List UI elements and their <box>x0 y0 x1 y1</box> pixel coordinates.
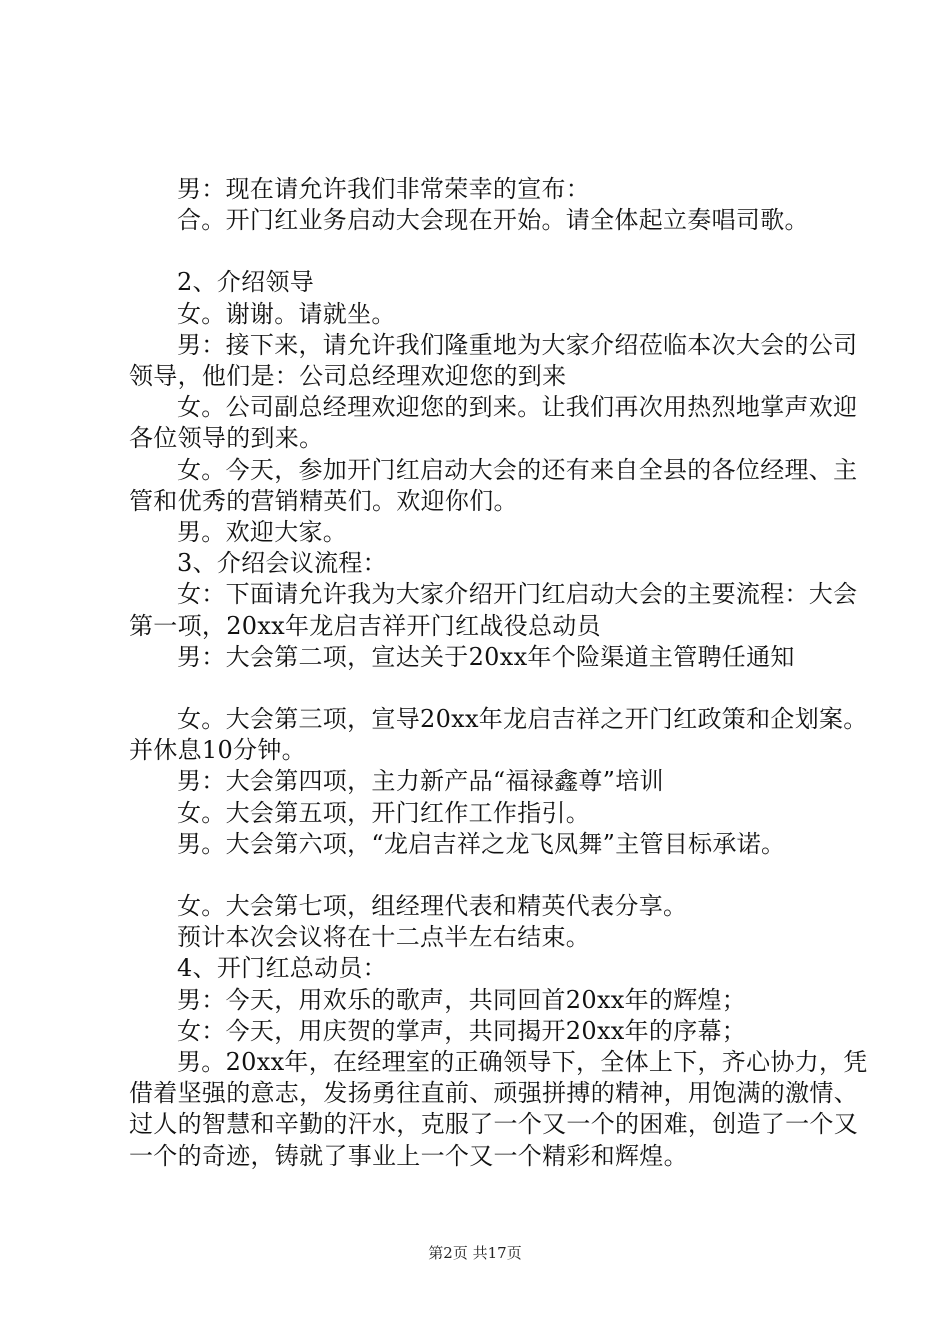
document-body <box>129 174 869 1172</box>
paragraph: 男：现在请允许我们非常荣幸的宣布： <box>177 175 591 203</box>
paragraph-gap <box>129 860 869 891</box>
paragraph: 女。今天，参加开门红启动大会的还有来自全县的各位经理、主管和优秀的营销精英们。欢迎你们。 <box>129 455 858 515</box>
paragraph: 男。大会第六项，“龙启吉祥之龙飞凤舞”主管目标承诺。 <box>177 829 786 858</box>
section-heading: 3、介绍会议流程： <box>177 549 387 578</box>
paragraph: 女。大会第三项，宣导20xx年龙启吉祥之开门红政策和企划案。并休息10分钟。 <box>129 705 868 765</box>
paragraph: 女。大会第七项，组经理代表和精英代表分享。 <box>177 892 688 921</box>
paragraph: 女：今天，用庆贺的掌声，共同揭开20xx年的序幕； <box>177 1016 747 1045</box>
paragraph: 男：今天，用欢乐的歌声，共同回首20xx年的辉煌； <box>177 985 747 1014</box>
paragraph: 女。大会第五项，开门红作工作指引。 <box>177 798 591 827</box>
paragraph: 男。20xx年，在经理室的正确领导下，全体上下，齐心协力，凭借着坚强的意志，发扬勇往直前、顽强拼搏的精神，用饱满的激情、过人的智慧和辛勤的汗水，克服了一个又一个的困难，创造了一个又一个的奇迹，铸就了事业上一个又一个精彩和辉煌。 <box>129 1048 868 1170</box>
paragraph: 合。开门红业务启动大会现在开始。请全体起立奏唱司歌。 <box>177 206 809 235</box>
paragraph: 男：大会第二项，宣达关于20xx年个险渠道主管聘任通知 <box>177 642 795 671</box>
paragraph: 预计本次会议将在十二点半左右结束。 <box>177 923 591 952</box>
section-heading: 4、开门红总动员： <box>177 954 387 983</box>
paragraph-gap <box>129 236 869 267</box>
paragraph: 女。公司副总经理欢迎您的到来。让我们再次用热烈地掌声欢迎各位领导的到来。 <box>129 393 858 453</box>
section-heading: 2、介绍领导 <box>177 268 315 297</box>
paragraph: 男：大会第四项，主力新产品“福禄鑫尊”培训 <box>177 767 664 796</box>
paragraph: 女。谢谢。请就坐。 <box>177 299 396 328</box>
paragraph-gap <box>129 673 869 704</box>
page-number-footer: 第2页 共17页 <box>428 1244 522 1262</box>
paragraph: 男。欢迎大家。 <box>177 518 348 547</box>
paragraph: 女：下面请允许我为大家介绍开门红启动大会的主要流程：大会第一项，20xx年龙启吉祥开门红战役总动员 <box>129 580 858 640</box>
paragraph: 男：接下来，请允许我们隆重地为大家介绍莅临本次大会的公司领导，他们是：公司总经理欢迎您的到来 <box>129 330 858 391</box>
